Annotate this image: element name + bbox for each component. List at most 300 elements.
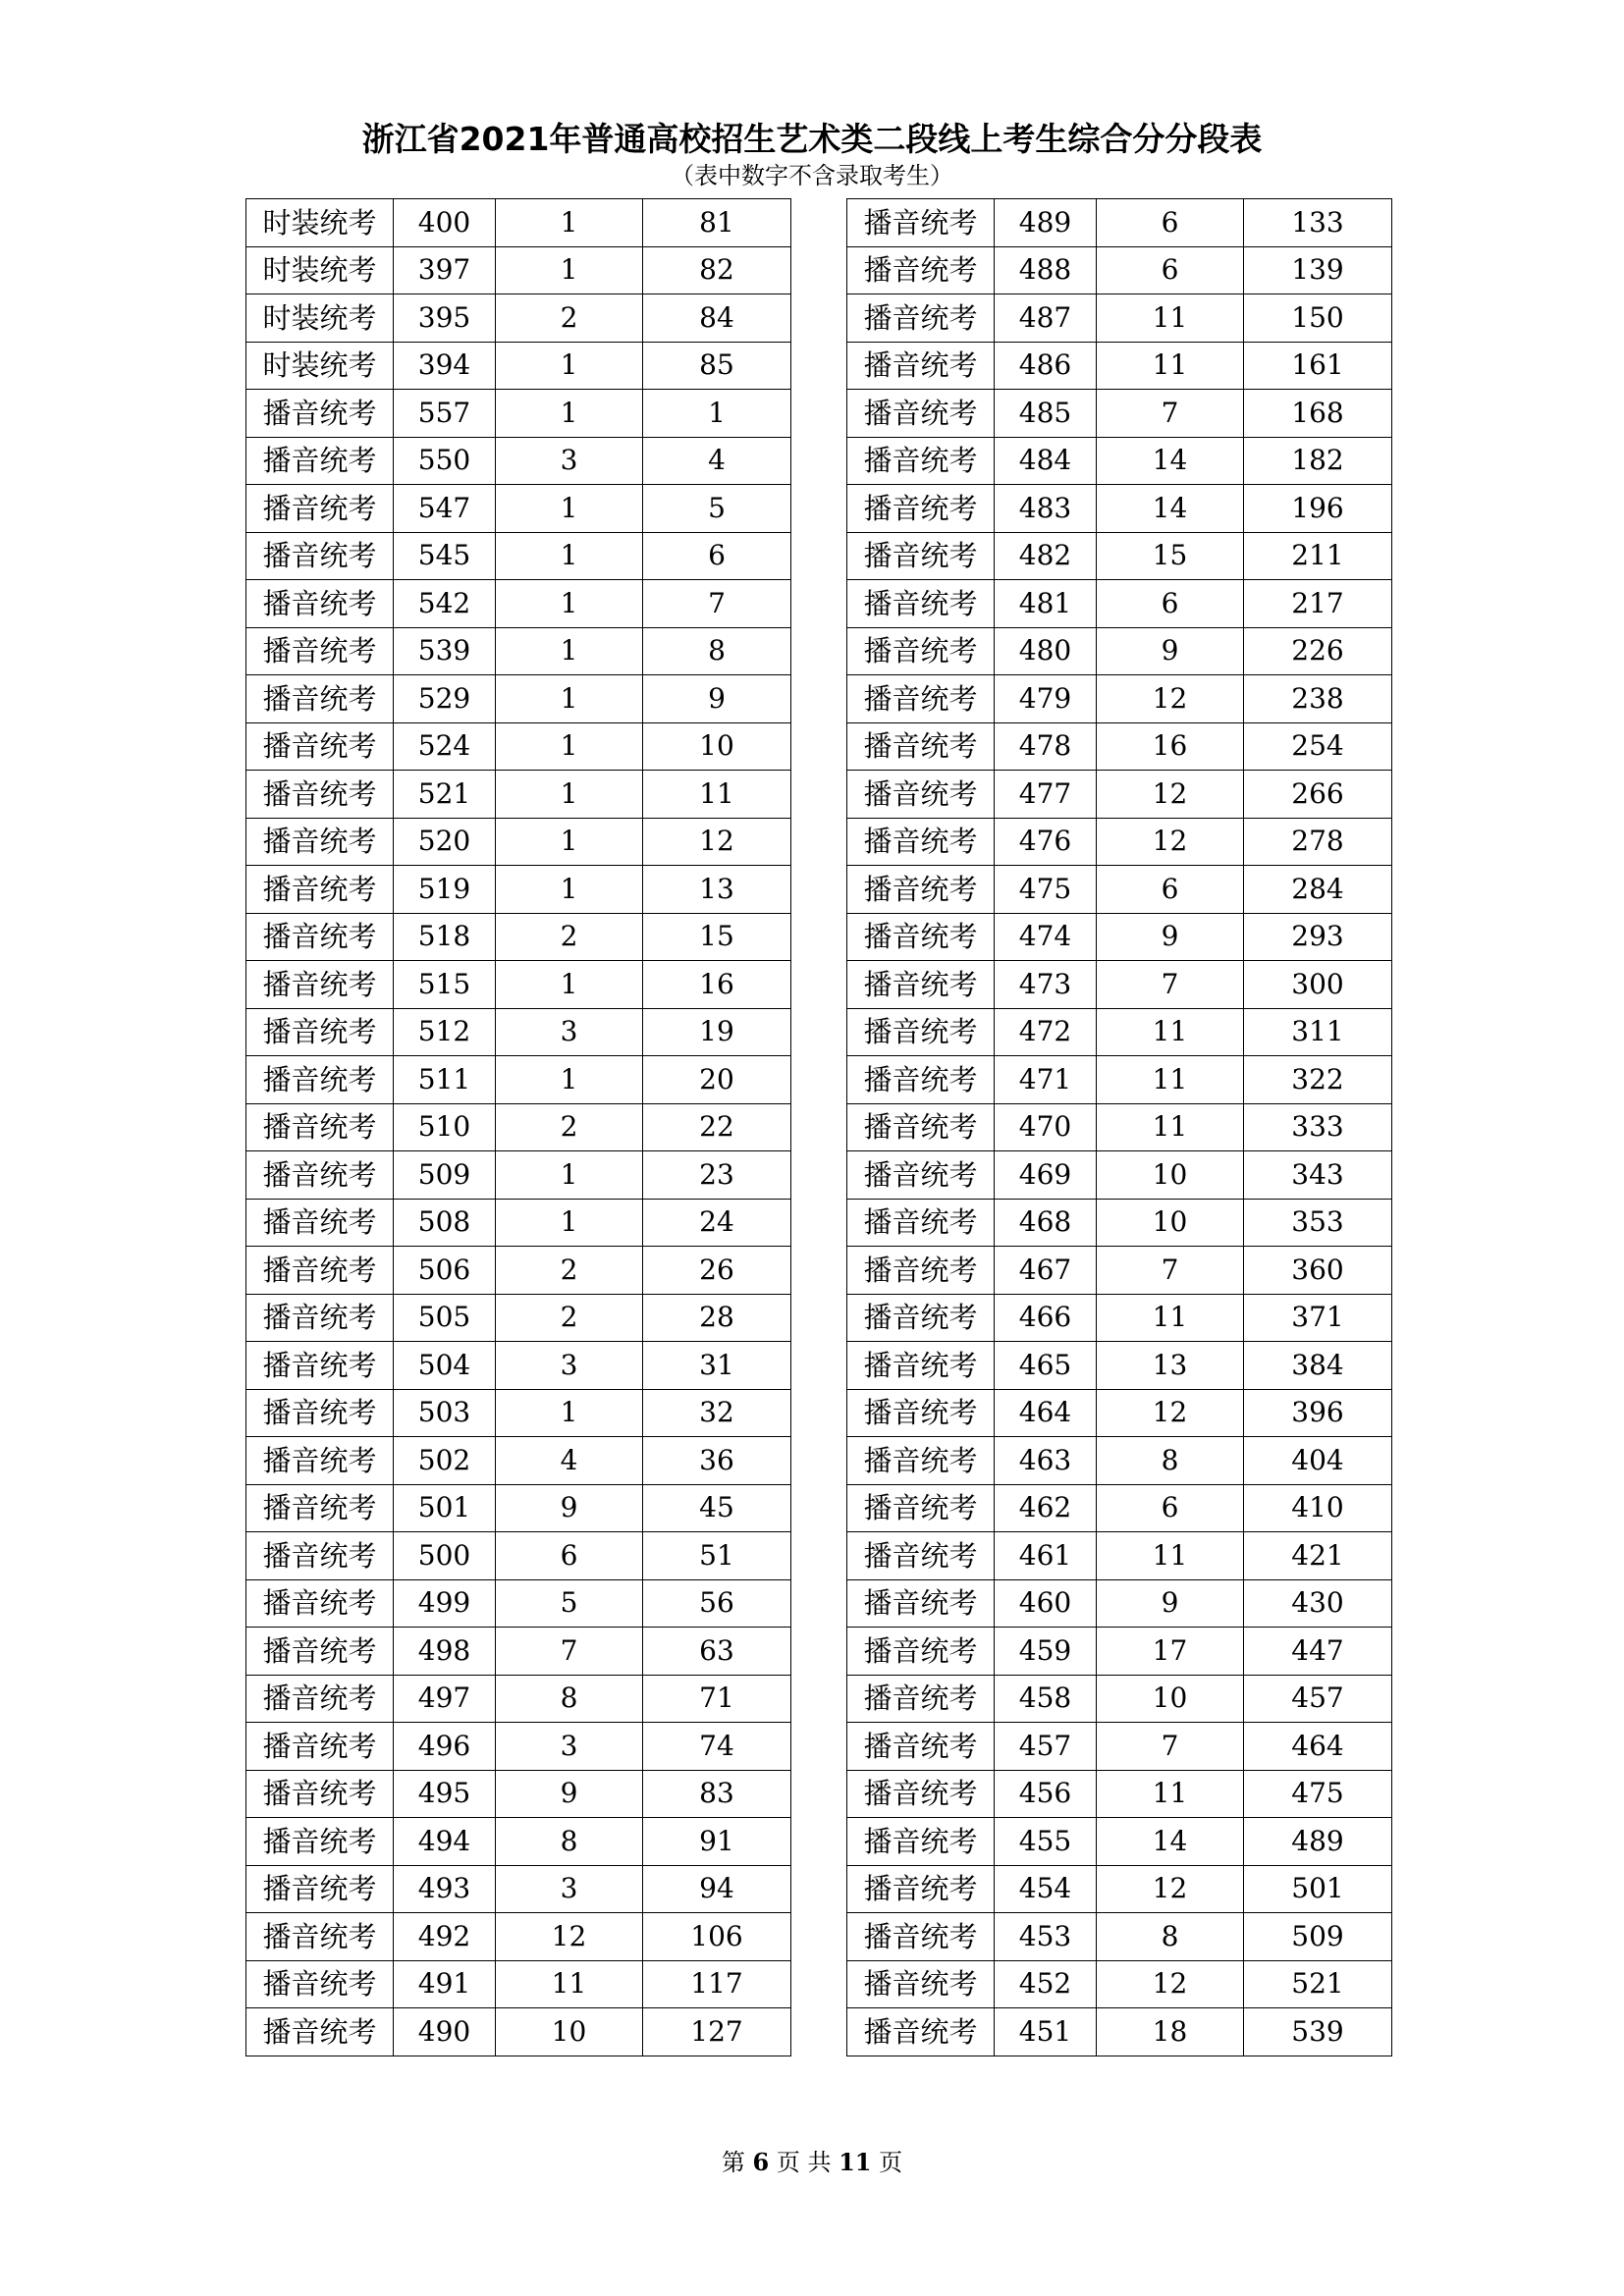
table-row <box>246 485 791 533</box>
table-row <box>246 342 791 390</box>
score-cell: 464 <box>995 1389 1097 1437</box>
count-cell: 3 <box>496 1865 643 1913</box>
table-row <box>246 1579 791 1628</box>
score-table-left <box>245 198 791 2056</box>
table-row <box>847 866 1392 914</box>
cumulative-cell: 278 <box>1244 818 1392 866</box>
table-row <box>847 342 1392 390</box>
count-cell: 7 <box>1097 1247 1244 1295</box>
cumulative-cell: 32 <box>643 1389 791 1437</box>
cumulative-cell: 489 <box>1244 1818 1392 1866</box>
cumulative-cell: 84 <box>643 294 791 343</box>
category-cell: 播音统考 <box>847 818 995 866</box>
table-row <box>847 1199 1392 1247</box>
count-cell: 12 <box>1097 771 1244 819</box>
cumulative-cell: 139 <box>1244 246 1392 294</box>
count-cell: 2 <box>496 913 643 961</box>
score-cell: 394 <box>394 342 496 390</box>
table-row <box>847 1437 1392 1485</box>
category-cell: 播音统考 <box>246 1151 394 1200</box>
count-cell: 14 <box>1097 485 1244 533</box>
category-cell: 播音统考 <box>847 1865 995 1913</box>
cumulative-cell: 6 <box>643 532 791 580</box>
category-cell: 播音统考 <box>847 1151 995 1200</box>
cumulative-cell: 396 <box>1244 1389 1392 1437</box>
category-cell: 播音统考 <box>847 961 995 1009</box>
table-row <box>246 1199 791 1247</box>
score-cell: 498 <box>394 1628 496 1676</box>
score-cell: 481 <box>995 580 1097 628</box>
table-row <box>847 1628 1392 1676</box>
table-row <box>847 961 1392 1009</box>
table-row <box>246 2008 791 2056</box>
cumulative-cell: 22 <box>643 1103 791 1151</box>
table-row <box>246 1865 791 1913</box>
count-cell: 12 <box>1097 1960 1244 2008</box>
category-cell: 播音统考 <box>246 485 394 533</box>
cumulative-cell: 161 <box>1244 342 1392 390</box>
category-cell: 时装统考 <box>246 199 394 247</box>
table-row <box>847 294 1392 343</box>
count-cell: 11 <box>1097 294 1244 343</box>
page-title: 浙江省2021年普通高校招生艺术类二段线上考生综合分分段表 <box>361 120 1263 158</box>
category-cell: 播音统考 <box>847 1294 995 1342</box>
score-cell: 487 <box>995 294 1097 343</box>
score-cell: 500 <box>394 1532 496 1580</box>
category-cell: 播音统考 <box>847 722 995 771</box>
category-cell: 播音统考 <box>246 1056 394 1104</box>
category-cell: 播音统考 <box>246 390 394 438</box>
cumulative-cell: 293 <box>1244 913 1392 961</box>
count-cell: 11 <box>1097 1294 1244 1342</box>
page-subtitle: （表中数字不含录取考生） <box>671 162 953 189</box>
score-cell: 510 <box>394 1103 496 1151</box>
cumulative-cell: 322 <box>1244 1056 1392 1104</box>
count-cell: 15 <box>1097 532 1244 580</box>
category-cell: 播音统考 <box>246 1294 394 1342</box>
category-cell: 播音统考 <box>246 1103 394 1151</box>
category-cell: 播音统考 <box>847 246 995 294</box>
count-cell: 13 <box>1097 1342 1244 1390</box>
score-cell: 490 <box>394 2008 496 2056</box>
table-row <box>246 675 791 723</box>
category-cell: 播音统考 <box>847 199 995 247</box>
cumulative-cell: 26 <box>643 1247 791 1295</box>
score-cell: 497 <box>394 1675 496 1723</box>
count-cell: 2 <box>496 1247 643 1295</box>
table-row <box>847 913 1392 961</box>
table-row <box>246 199 791 247</box>
count-cell: 1 <box>496 485 643 533</box>
score-cell: 494 <box>394 1818 496 1866</box>
score-cell: 509 <box>394 1151 496 1200</box>
count-cell: 1 <box>496 390 643 438</box>
table-row <box>847 1865 1392 1913</box>
cumulative-cell: 19 <box>643 1008 791 1056</box>
score-cell: 456 <box>995 1770 1097 1818</box>
cumulative-cell: 91 <box>643 1818 791 1866</box>
table-row <box>246 437 791 485</box>
score-cell: 473 <box>995 961 1097 1009</box>
category-cell: 播音统考 <box>847 437 995 485</box>
score-cell: 471 <box>995 1056 1097 1104</box>
count-cell: 10 <box>1097 1151 1244 1200</box>
category-cell: 播音统考 <box>246 1008 394 1056</box>
cumulative-cell: 300 <box>1244 961 1392 1009</box>
score-cell: 463 <box>995 1437 1097 1485</box>
cumulative-cell: 360 <box>1244 1247 1392 1295</box>
table-row <box>847 1008 1392 1056</box>
category-cell: 时装统考 <box>246 246 394 294</box>
count-cell: 10 <box>1097 1675 1244 1723</box>
category-cell: 播音统考 <box>246 580 394 628</box>
category-cell: 播音统考 <box>847 1389 995 1437</box>
table-row <box>246 1437 791 1485</box>
count-cell: 9 <box>496 1484 643 1532</box>
cumulative-cell: 343 <box>1244 1151 1392 1200</box>
table-row <box>847 485 1392 533</box>
score-cell: 465 <box>995 1342 1097 1390</box>
count-cell: 14 <box>1097 1818 1244 1866</box>
count-cell: 1 <box>496 1056 643 1104</box>
count-cell: 8 <box>1097 1437 1244 1485</box>
score-cell: 508 <box>394 1199 496 1247</box>
table-row <box>246 627 791 675</box>
category-cell: 播音统考 <box>847 627 995 675</box>
count-cell: 1 <box>496 199 643 247</box>
count-cell: 1 <box>496 675 643 723</box>
cumulative-cell: 475 <box>1244 1770 1392 1818</box>
table-row <box>246 294 791 343</box>
count-cell: 6 <box>1097 199 1244 247</box>
category-cell: 播音统考 <box>246 913 394 961</box>
count-cell: 10 <box>1097 1199 1244 1247</box>
category-cell: 播音统考 <box>847 390 995 438</box>
score-cell: 452 <box>995 1960 1097 2008</box>
footer-suffix: 页 <box>879 2149 903 2176</box>
cumulative-cell: 311 <box>1244 1008 1392 1056</box>
table-row <box>246 1294 791 1342</box>
score-cell: 557 <box>394 390 496 438</box>
score-cell: 519 <box>394 866 496 914</box>
category-cell: 播音统考 <box>246 1532 394 1580</box>
score-cell: 520 <box>394 818 496 866</box>
score-cell: 476 <box>995 818 1097 866</box>
cumulative-cell: 284 <box>1244 866 1392 914</box>
cumulative-cell: 31 <box>643 1342 791 1390</box>
cumulative-cell: 15 <box>643 913 791 961</box>
cumulative-cell: 509 <box>1244 1913 1392 1961</box>
cumulative-cell: 457 <box>1244 1675 1392 1723</box>
score-cell: 474 <box>995 913 1097 961</box>
score-cell: 502 <box>394 1437 496 1485</box>
count-cell: 1 <box>496 627 643 675</box>
cumulative-cell: 211 <box>1244 532 1392 580</box>
count-cell: 1 <box>496 818 643 866</box>
score-cell: 529 <box>394 675 496 723</box>
category-cell: 播音统考 <box>246 818 394 866</box>
score-cell: 547 <box>394 485 496 533</box>
score-cell: 485 <box>995 390 1097 438</box>
category-cell: 播音统考 <box>847 1818 995 1866</box>
cumulative-cell: 117 <box>643 1960 791 2008</box>
score-cell: 455 <box>995 1818 1097 1866</box>
count-cell: 9 <box>1097 1579 1244 1628</box>
category-cell: 播音统考 <box>847 342 995 390</box>
table-row <box>246 771 791 819</box>
category-cell: 播音统考 <box>847 1532 995 1580</box>
category-cell: 播音统考 <box>847 1628 995 1676</box>
score-cell: 518 <box>394 913 496 961</box>
count-cell: 1 <box>496 580 643 628</box>
footer-prefix: 第 <box>721 2149 745 2176</box>
category-cell: 时装统考 <box>246 294 394 343</box>
count-cell: 1 <box>496 1389 643 1437</box>
count-cell: 8 <box>1097 1913 1244 1961</box>
table-row <box>246 1628 791 1676</box>
cumulative-cell: 226 <box>1244 627 1392 675</box>
cumulative-cell: 28 <box>643 1294 791 1342</box>
cumulative-cell: 82 <box>643 246 791 294</box>
score-cell: 488 <box>995 246 1097 294</box>
score-cell: 483 <box>995 485 1097 533</box>
cumulative-cell: 421 <box>1244 1532 1392 1580</box>
score-cell: 397 <box>394 246 496 294</box>
count-cell: 1 <box>496 1151 643 1200</box>
category-cell: 播音统考 <box>847 1579 995 1628</box>
category-cell: 播音统考 <box>847 1437 995 1485</box>
category-cell: 播音统考 <box>847 771 995 819</box>
score-cell: 491 <box>394 1960 496 2008</box>
cumulative-cell: 1 <box>643 390 791 438</box>
category-cell: 播音统考 <box>246 1960 394 2008</box>
table-row <box>847 1675 1392 1723</box>
cumulative-cell: 45 <box>643 1484 791 1532</box>
table-row <box>246 1056 791 1104</box>
table-row <box>847 437 1392 485</box>
table-row <box>847 627 1392 675</box>
count-cell: 6 <box>496 1532 643 1580</box>
footer-page-number: 6 <box>752 2148 770 2176</box>
score-cell: 499 <box>394 1579 496 1628</box>
category-cell: 播音统考 <box>847 580 995 628</box>
category-cell: 播音统考 <box>246 866 394 914</box>
table-row <box>246 246 791 294</box>
cumulative-cell: 13 <box>643 866 791 914</box>
score-cell: 489 <box>995 199 1097 247</box>
count-cell: 6 <box>1097 1484 1244 1532</box>
count-cell: 1 <box>496 1199 643 1247</box>
count-cell: 17 <box>1097 1628 1244 1676</box>
score-cell: 505 <box>394 1294 496 1342</box>
cumulative-cell: 353 <box>1244 1199 1392 1247</box>
table-row <box>246 1770 791 1818</box>
count-cell: 7 <box>496 1628 643 1676</box>
cumulative-cell: 404 <box>1244 1437 1392 1485</box>
table-row <box>246 1960 791 2008</box>
score-cell: 512 <box>394 1008 496 1056</box>
count-cell: 2 <box>496 1103 643 1151</box>
category-cell: 播音统考 <box>847 1103 995 1151</box>
category-cell: 播音统考 <box>847 1342 995 1390</box>
count-cell: 6 <box>1097 246 1244 294</box>
count-cell: 5 <box>496 1579 643 1628</box>
score-cell: 477 <box>995 771 1097 819</box>
category-cell: 播音统考 <box>847 485 995 533</box>
count-cell: 12 <box>496 1913 643 1961</box>
category-cell: 播音统考 <box>847 1056 995 1104</box>
count-cell: 7 <box>1097 390 1244 438</box>
count-cell: 2 <box>496 1294 643 1342</box>
category-cell: 播音统考 <box>847 1960 995 2008</box>
score-cell: 472 <box>995 1008 1097 1056</box>
cumulative-cell: 430 <box>1244 1579 1392 1628</box>
cumulative-cell: 182 <box>1244 437 1392 485</box>
category-cell: 播音统考 <box>847 1723 995 1771</box>
table-row <box>847 390 1392 438</box>
cumulative-cell: 20 <box>643 1056 791 1104</box>
cumulative-cell: 217 <box>1244 580 1392 628</box>
score-cell: 493 <box>394 1865 496 1913</box>
category-cell: 播音统考 <box>847 866 995 914</box>
cumulative-cell: 56 <box>643 1579 791 1628</box>
count-cell: 9 <box>1097 627 1244 675</box>
score-cell: 515 <box>394 961 496 1009</box>
table-row <box>246 390 791 438</box>
cumulative-cell: 12 <box>643 818 791 866</box>
table-row <box>246 818 791 866</box>
count-cell: 12 <box>1097 818 1244 866</box>
score-cell: 453 <box>995 1913 1097 1961</box>
count-cell: 12 <box>1097 675 1244 723</box>
score-cell: 511 <box>394 1056 496 1104</box>
count-cell: 11 <box>1097 1103 1244 1151</box>
cumulative-cell: 51 <box>643 1532 791 1580</box>
count-cell: 7 <box>1097 961 1244 1009</box>
cumulative-cell: 63 <box>643 1628 791 1676</box>
cumulative-cell: 266 <box>1244 771 1392 819</box>
score-cell: 482 <box>995 532 1097 580</box>
count-cell: 3 <box>496 1342 643 1390</box>
score-cell: 542 <box>394 580 496 628</box>
cumulative-cell: 10 <box>643 722 791 771</box>
cumulative-cell: 464 <box>1244 1723 1392 1771</box>
table-row <box>246 1247 791 1295</box>
score-cell: 469 <box>995 1151 1097 1200</box>
cumulative-cell: 81 <box>643 199 791 247</box>
count-cell: 1 <box>496 722 643 771</box>
count-cell: 12 <box>1097 1865 1244 1913</box>
category-cell: 播音统考 <box>847 532 995 580</box>
score-cell: 475 <box>995 866 1097 914</box>
score-cell: 470 <box>995 1103 1097 1151</box>
category-cell: 播音统考 <box>246 1484 394 1532</box>
cumulative-cell: 254 <box>1244 722 1392 771</box>
score-cell: 467 <box>995 1247 1097 1295</box>
category-cell: 时装统考 <box>246 342 394 390</box>
category-cell: 播音统考 <box>847 1675 995 1723</box>
cumulative-cell: 127 <box>643 2008 791 2056</box>
cumulative-cell: 4 <box>643 437 791 485</box>
category-cell: 播音统考 <box>246 961 394 1009</box>
category-cell: 播音统考 <box>847 1913 995 1961</box>
table-row <box>847 1294 1392 1342</box>
cumulative-cell: 196 <box>1244 485 1392 533</box>
cumulative-cell: 74 <box>643 1723 791 1771</box>
table-row <box>246 1342 791 1390</box>
count-cell: 3 <box>496 1008 643 1056</box>
score-cell: 504 <box>394 1342 496 1390</box>
cumulative-cell: 447 <box>1244 1628 1392 1676</box>
score-cell: 466 <box>995 1294 1097 1342</box>
table-row <box>847 1389 1392 1437</box>
cumulative-cell: 94 <box>643 1865 791 1913</box>
table-row <box>847 246 1392 294</box>
cumulative-cell: 521 <box>1244 1960 1392 2008</box>
score-cell: 545 <box>394 532 496 580</box>
cumulative-cell: 5 <box>643 485 791 533</box>
count-cell: 1 <box>496 961 643 1009</box>
table-row <box>847 1960 1392 2008</box>
count-cell: 6 <box>1097 580 1244 628</box>
category-cell: 播音统考 <box>246 627 394 675</box>
category-cell: 播音统考 <box>847 1484 995 1532</box>
table-row <box>847 1532 1392 1580</box>
count-cell: 1 <box>496 246 643 294</box>
count-cell: 8 <box>496 1675 643 1723</box>
count-cell: 9 <box>496 1770 643 1818</box>
count-cell: 1 <box>496 532 643 580</box>
score-cell: 501 <box>394 1484 496 1532</box>
cumulative-cell: 168 <box>1244 390 1392 438</box>
score-cell: 454 <box>995 1865 1097 1913</box>
table-row <box>246 961 791 1009</box>
score-cell: 457 <box>995 1723 1097 1771</box>
category-cell: 播音统考 <box>246 675 394 723</box>
category-cell: 播音统考 <box>847 1247 995 1295</box>
count-cell: 6 <box>1097 866 1244 914</box>
category-cell: 播音统考 <box>847 294 995 343</box>
category-cell: 播音统考 <box>246 1865 394 1913</box>
count-cell: 4 <box>496 1437 643 1485</box>
category-cell: 播音统考 <box>847 1008 995 1056</box>
category-cell: 播音统考 <box>246 1770 394 1818</box>
cumulative-cell: 238 <box>1244 675 1392 723</box>
category-cell: 播音统考 <box>847 2008 995 2056</box>
count-cell: 1 <box>496 866 643 914</box>
table-row <box>847 1770 1392 1818</box>
cumulative-cell: 150 <box>1244 294 1392 343</box>
score-cell: 496 <box>394 1723 496 1771</box>
cumulative-cell: 410 <box>1244 1484 1392 1532</box>
table-row <box>847 722 1392 771</box>
category-cell: 播音统考 <box>246 1723 394 1771</box>
category-cell: 播音统考 <box>246 1389 394 1437</box>
score-cell: 480 <box>995 627 1097 675</box>
count-cell: 16 <box>1097 722 1244 771</box>
table-row <box>847 1342 1392 1390</box>
category-cell: 播音统考 <box>246 1675 394 1723</box>
score-cell: 495 <box>394 1770 496 1818</box>
category-cell: 播音统考 <box>246 532 394 580</box>
score-cell: 524 <box>394 722 496 771</box>
category-cell: 播音统考 <box>847 1770 995 1818</box>
count-cell: 1 <box>496 342 643 390</box>
table-row <box>246 722 791 771</box>
count-cell: 10 <box>496 2008 643 2056</box>
category-cell: 播音统考 <box>847 913 995 961</box>
table-row <box>847 1723 1392 1771</box>
